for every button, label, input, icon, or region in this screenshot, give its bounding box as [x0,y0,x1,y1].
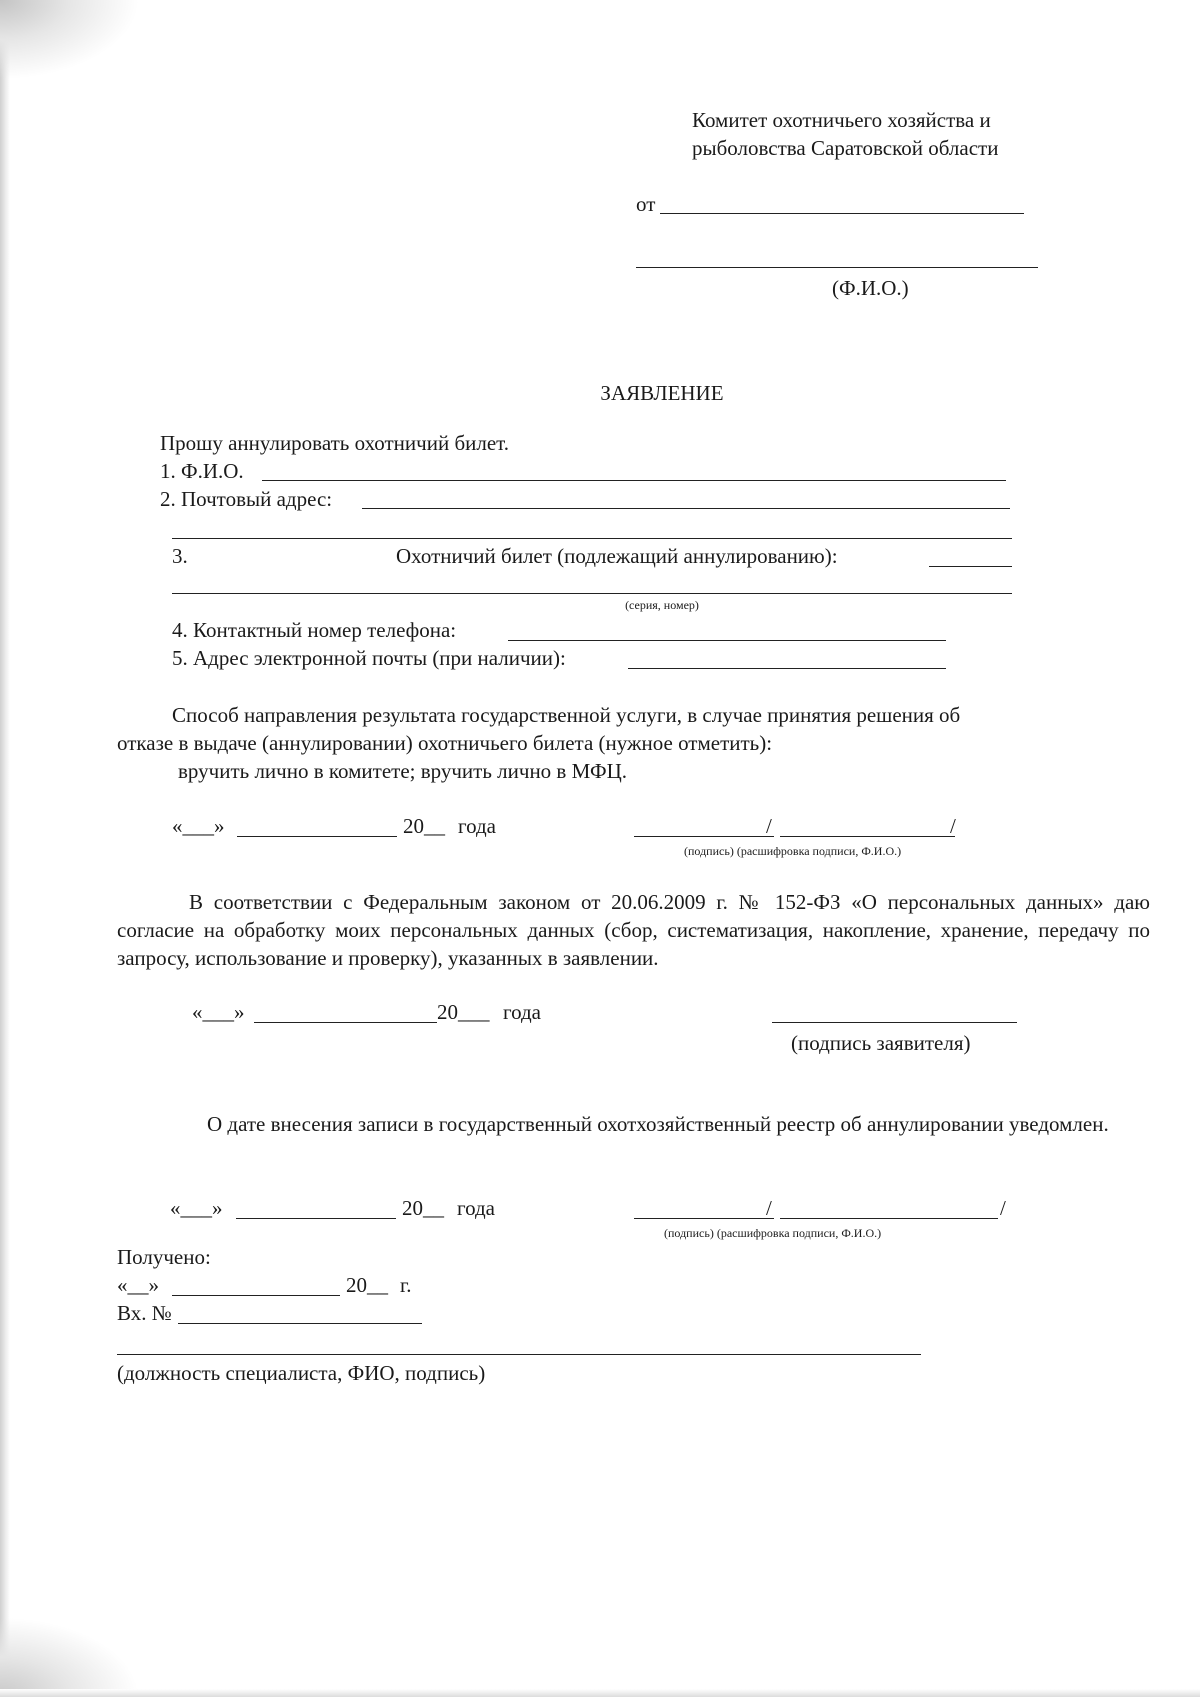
phone-input-line[interactable] [508,640,946,641]
scan-shadow-top-left [0,0,140,80]
incoming-number-line[interactable] [178,1323,422,1324]
item-5-label: 5. Адрес электронной почты (при наличии): [172,646,566,670]
item-4-label: 4. Контактный номер телефона: [172,618,457,642]
postal-address-line-1[interactable] [362,508,1010,509]
date-2-year-suffix: года [503,1000,541,1024]
signature-3-caption: (подпись) (расшифровка подписи, Ф.И.О.) [664,1226,882,1240]
method-line-2: отказе в выдаче (аннулировании) охотничьего билета (нужное отметить): [117,731,773,755]
date-2-day[interactable]: «___» [192,1000,245,1024]
date-1-year-suffix: года [458,814,496,838]
specialist-caption: (должность специалиста, ФИО, подпись) [117,1361,486,1385]
postal-address-line-2[interactable] [172,538,1012,539]
slash-3b: / [1000,1196,1006,1220]
document-title: ЗАЯВЛЕНИЕ [600,381,724,405]
from-fill-line-1[interactable] [660,213,1024,214]
specialist-signature-line[interactable] [117,1354,921,1355]
request-intro: Прошу аннулировать охотничий билет. [160,431,510,455]
signature-1-decoding-line[interactable] [780,836,955,837]
slash-1b: / [950,814,956,838]
date-2-year[interactable]: 20___ [437,1000,490,1024]
date-3-year-suffix: года [457,1196,495,1220]
received-day[interactable]: «__» [117,1273,159,1297]
series-number-caption: (серия, номер) [625,598,699,612]
scan-shadow-bottom-left [0,1617,140,1697]
slash-1a: / [766,814,772,838]
fio-caption: (Ф.И.О.) [832,276,909,300]
item-1-label: 1. Ф.И.О. [160,459,244,483]
signature-3-decoding-line[interactable] [780,1218,998,1219]
date-1-year[interactable]: 20__ [403,814,445,838]
scan-shadow-left [0,0,10,1697]
item-3-number: 3. [172,544,188,568]
date-3-day[interactable]: «___» [170,1196,223,1220]
received-label: Получено: [117,1245,211,1269]
hunting-ticket-line-1[interactable] [929,566,1012,567]
applicant-signature-caption: (подпись заявителя) [791,1031,971,1055]
from-label: от [636,192,656,216]
item-3-label: Охотничий билет (подлежащий аннулированию): [396,544,838,568]
date-2-month-line[interactable] [254,1022,437,1023]
scan-shadow-bottom [0,1689,1200,1697]
received-month-line[interactable] [172,1295,340,1296]
received-year[interactable]: 20__ [346,1273,388,1297]
received-year-suffix: г. [400,1273,412,1297]
applicant-signature-line[interactable] [772,1022,1017,1023]
date-3-year[interactable]: 20__ [402,1196,444,1220]
incoming-number-label: Вх. № [117,1301,172,1325]
email-input-line[interactable] [628,668,946,669]
addressee-line-2: рыболовства Саратовской области [692,136,999,160]
date-1-month-line[interactable] [237,836,397,837]
signature-1-caption: (подпись) (расшифровка подписи, Ф.И.О.) [684,844,902,858]
slash-3a: / [766,1196,772,1220]
hunting-ticket-line-2[interactable] [172,593,1012,594]
from-fill-line-2[interactable] [636,267,1038,268]
method-line-1: Способ направления результата государственной услуги, в случае принятия решения об [172,703,961,727]
date-3-month-line[interactable] [236,1218,396,1219]
addressee-line-1: Комитет охотничьего хозяйства и [692,108,991,132]
consent-paragraph: В соответствии с Федеральным законом от 20.06.2009 г. № 152-ФЗ «О персональных данных» даю согласие на обработку моих персональных данных (сбор, систематизация, накопление, хранение, передачу по запросу, использование и проверку), указанных в заявлении. [117,890,1150,970]
item-2-label: 2. Почтовый адрес: [160,487,333,511]
date-1-day[interactable]: «___» [172,814,225,838]
registry-paragraph: О дате внесения записи в государственный охотхозяйственный реестр об аннулировании уведомлен. [207,1112,1109,1136]
fio-input-line[interactable] [262,480,1006,481]
signature-3-line[interactable] [634,1218,774,1219]
signature-1-line[interactable] [634,836,774,837]
delivery-options[interactable]: вручить лично в комитете; вручить лично в МФЦ. [178,759,627,783]
